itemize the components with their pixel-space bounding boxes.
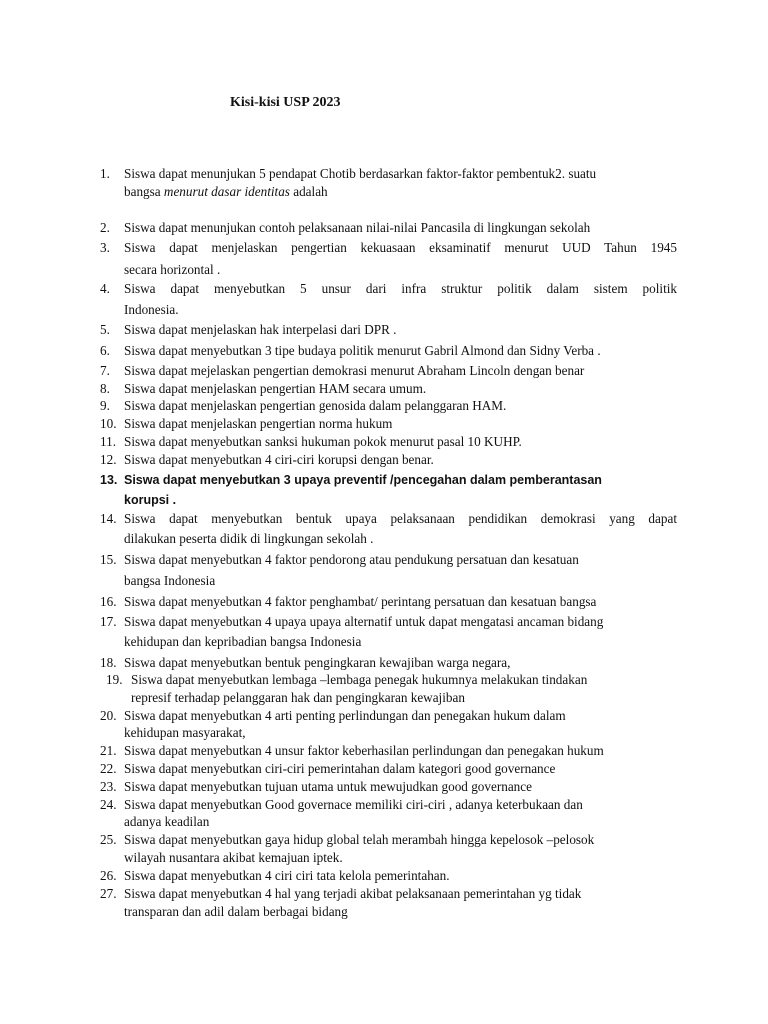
item-text: Siswa dapat menyebutkan 4 faktor pendorong atau pendukung persatuan dan kesatuan [124,552,579,567]
item-text: Siswa dapat menyebutkan 4 unsur faktor keberhasilan perlindungan dan penegakan hukum [124,743,604,758]
item-text: Siswa dapat menyebutkan ciri-ciri pemerintahan dalam kategori good governance [124,761,556,776]
item-text-line2: bangsa Indonesia [124,573,216,588]
item-number: 19. [106,672,123,687]
item-number: 1. [100,166,110,181]
item-text-italic: menurut dasar identitas [163,184,290,199]
item-text: Siswa dapat menyebutkan 4 upaya upaya alternatif untuk dapat mengatasi ancaman bidang [124,614,604,629]
item-number: 3. [100,240,110,255]
item-text-line2 [124,183,677,200]
item-text: Siswa dapat menjelaskan pengertian HAM secara umum. [124,381,427,396]
item-text-line2: kehidupan masyarakat, [124,725,246,740]
item-text-part: adalah [289,184,328,199]
item-text: Siswa dapat menyebutkan 4 ciri-ciri korupsi dengan benar. [124,452,434,467]
item-text: Siswa dapat menunjukan 5 pendapat Chotib berdasarkan faktor-faktor pembentuk2. suatu [124,166,597,181]
item-number: 15. [100,552,117,567]
item-text-line2: dilakukan peserta didik di lingkungan sekolah . [124,531,374,546]
item-number: 4. [100,281,110,296]
item-text: Siswa dapat menjelaskan pengertian kekuasaan eksaminatif menurut UUD Tahun 1945 [124,240,677,255]
item-number: 6. [100,343,110,358]
item-text: Siswa dapat menyebutkan bentuk upaya pelaksanaan pendidikan demokrasi yang dapat [124,511,677,526]
item-text-line2: Indonesia. [124,302,179,317]
item-text: Siswa dapat menjelaskan pengertian norma hukum [124,416,393,431]
item-number: 22. [100,761,117,776]
item-text: Siswa dapat menyebutkan 3 upaya preventif /pencegahan dalam pemberantasan [124,473,602,487]
item-text: Siswa dapat menyebutkan gaya hidup global telah merambah hingga kepelosok –pelosok [124,832,595,847]
item-text-line2: kehidupan dan kepribadian bangsa Indonesia [124,634,362,649]
item-text-line2: secara horizontal . [124,262,221,277]
item-text: Siswa dapat mejelaskan pengertian demokrasi menurut Abraham Lincoln dengan benar [124,363,585,378]
document-title: Kisi-kisi USP 2023 [230,95,341,110]
item-text: Siswa dapat menyebutkan 3 tipe budaya politik menurut Gabril Almond dan Sidny Verba . [124,343,601,358]
item-text: Siswa dapat menjelaskan hak interpelasi dari DPR . [124,322,397,337]
item-text: Siswa dapat menunjukan contoh pelaksanaan nilai-nilai Pancasila di lingkungan sekolah [124,220,591,235]
item-number: 12. [100,452,117,467]
item-number: 14. [100,511,117,526]
item-text: Siswa dapat menyebutkan lembaga –lembaga penegak hukumnya melakukan tindakan [131,672,588,687]
item-number: 18. [100,655,117,670]
item-number: 25. [100,832,117,847]
item-number: 23. [100,779,117,794]
item-number: 2. [100,220,110,235]
item-number: 9. [100,398,110,413]
item-number: 20. [100,708,117,723]
item-text: Siswa dapat menyebutkan Good governace memiliki ciri-ciri , adanya keterbukaan dan [124,797,583,812]
item-number: 13. [100,473,118,487]
item-number: 27. [100,886,117,901]
item-number: 10. [100,416,117,431]
item-text: Siswa dapat menyebutkan 5 unsur dari infra struktur politik dalam sistem politik [124,281,677,296]
item-text: Siswa dapat menyebutkan 4 ciri ciri tata kelola pemerintahan. [124,868,450,883]
item-text: Siswa dapat menyebutkan tujuan utama untuk mewujudkan good governance [124,779,532,794]
item-text: Siswa dapat menyebutkan bentuk pengingkaran kewajiban warga negara, [124,655,511,670]
item-text: Siswa dapat menyebutkan 4 arti penting perlindungan dan penegakan hukum dalam [124,708,566,723]
item-number: 24. [100,797,117,812]
item-text: Siswa dapat menyebutkan 4 faktor penghambat/ perintang persatuan dan kesatuan bangsa [124,594,597,609]
item-text-line2: korupsi . [124,493,177,507]
item-text-line2: represif terhadap pelanggaran hak dan pengingkaran kewajiban [131,690,465,705]
item-text: Siswa dapat menyebutkan 4 hal yang terjadi akibat pelaksanaan pemerintahan yg tidak [124,886,582,901]
item-number: 26. [100,868,117,883]
item-number: 16. [100,594,117,609]
item-number: 21. [100,743,117,758]
item-text: Siswa dapat menjelaskan pengertian genosida dalam pelanggaran HAM. [124,398,507,413]
item-text: Siswa dapat menyebutkan sanksi hukuman pokok menurut pasal 10 KUHP. [124,434,522,449]
item-text-part: bangsa [124,184,164,199]
item-text-line2: adanya keadilan [124,814,210,829]
item-number: 5. [100,322,110,337]
item-text-line2: transparan dan adil dalam berbagai bidang [124,904,348,919]
item-number: 8. [100,381,110,396]
item-text-line2: wilayah nusantara akibat kemajuan iptek. [124,850,343,865]
item-number: 7. [100,363,110,378]
item-number: 17. [100,614,117,629]
item-number: 11. [100,434,116,449]
